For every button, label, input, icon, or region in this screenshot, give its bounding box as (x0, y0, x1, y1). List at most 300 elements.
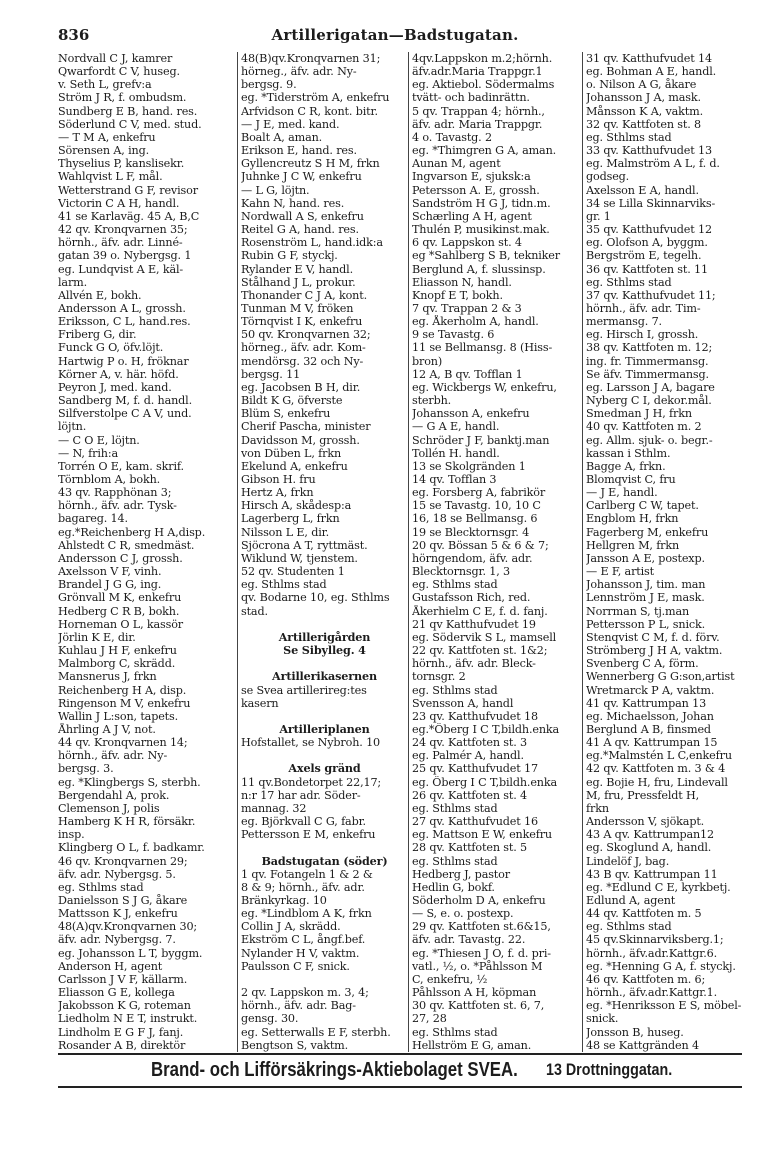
directory-entry: Blecktornsgr. 1, 3 (412, 565, 511, 579)
directory-entry: Anderson H, agent (58, 959, 163, 973)
section-heading: Artillerigården (278, 630, 371, 644)
directory-entry: Tollén H. handl. (412, 446, 500, 460)
directory-entry: Petersson A. E, grossh. (412, 183, 540, 197)
directory-entry: Hertz A, frkn (241, 486, 314, 500)
directory-entry: 41 qv. Kattrumpan 13 (586, 696, 707, 710)
directory-entry: Berglund A B, finsmed (586, 722, 711, 736)
directory-entry: eg *Sahlberg S B, tekniker (412, 249, 560, 263)
directory-entry: Rubin G F, styckj. (241, 249, 338, 263)
footer-address: 13 Drottninggatan. (546, 1060, 673, 1079)
directory-entry: Månsson K A, vaktm. (586, 104, 703, 118)
directory-entry: 15 se Tavastg. 10, 10 C (412, 499, 541, 513)
directory-entry: Grönvall M K, enkefru (58, 591, 182, 605)
advertisement-footer (58, 1055, 742, 1085)
directory-entry: Rosander A B, direktör (58, 1038, 186, 1052)
directory-entry: stad. (241, 604, 268, 618)
column-2 (237, 52, 408, 1052)
directory-entry: Körner A, v. här. höfd. (58, 367, 179, 381)
directory-entry: kassan i Sthlm. (586, 446, 671, 460)
directory-entry: hörnh., äfv. adr. Tim- (586, 301, 701, 315)
directory-entry: — G A E, handl. (412, 420, 500, 434)
directory-entry: eg. Aktiebol. Södermalms (412, 78, 555, 92)
directory-entry: 2 qv. Lappskon m. 3, 4; (241, 986, 369, 1000)
column-1 (58, 52, 233, 1052)
directory-entry: Kahn N, hand. res. (241, 196, 345, 210)
directory-entry: 27 qv. Katthufvudet 16 (412, 815, 538, 829)
directory-entry: Fagerberg M, enkefru (586, 525, 709, 539)
directory-entry: Clemenson J, polis (58, 801, 160, 815)
directory-entry: — N, frih:a (58, 446, 118, 460)
directory-entry: 25 qv. Katthufvudet 17 (412, 762, 538, 776)
directory-entry: Söderlund C V, med. stud. (58, 117, 202, 131)
directory-entry: Knopf E T, bokh. (412, 288, 503, 302)
directory-entry: o. Nilson A G, åkare (586, 78, 697, 92)
directory-entry: Silfverstolpe C A V, und. (58, 407, 192, 421)
directory-entry: hörnh., äfv.adr.Kattgr.6. (586, 946, 718, 960)
running-title: Artillerigatan—Badstugatan. (271, 26, 519, 44)
directory-entry: 20 qv. Bössan 5 & 6 & 7; (412, 538, 549, 552)
directory-entry: Torrén O E, kam. skrif. (58, 459, 184, 473)
directory-entry: Stenqvist C M, f. d. förv. (586, 630, 720, 644)
directory-entry: 8 & 9; hörnh., äfv. adr. (241, 880, 365, 894)
directory-entry: Victorin C A H, handl. (58, 196, 180, 210)
directory-entry: snick. (586, 1012, 619, 1026)
directory-entry: eg. Bohman A E, handl. (586, 65, 717, 79)
directory-entry: — J E, handl. (586, 486, 658, 500)
directory-entry: Gustafsson Rich, red. (412, 591, 531, 605)
directory-entry: eg. Mattson E W, enkefru (412, 828, 552, 842)
directory-entry: 4qv.Lappskon m.2;hörnh. (412, 52, 553, 65)
directory-entry: eg. Sthlms stad (412, 1025, 498, 1039)
directory-entry: 44 qv. Kronqvarnen 14; (58, 736, 188, 750)
directory-entry: Wiklund W, tjenstem. (241, 551, 358, 565)
directory-entry: gatan 39 o. Nybergsg. 1 (58, 249, 192, 263)
directory-entry: eg. Sthlms stad (586, 275, 672, 289)
directory-entry: Åhrling A J V, not. (58, 722, 156, 736)
directory-entry: eg. Sthlms stad (241, 578, 327, 592)
directory-entry: 23 qv. Katthufvudet 18 (412, 709, 538, 723)
directory-entry: 21 qv Katthufvudet 19 (412, 617, 536, 631)
directory-entry: Tunman M V, fröken (241, 301, 354, 315)
directory-entry: eg. Bojie H, fru, Lindevall (586, 775, 728, 789)
directory-entry: Erikson E, hand. res. (241, 144, 357, 158)
directory-entry: 50 qv. Kronqvarnen 32; (241, 328, 371, 342)
directory-entry: löjtn. (58, 420, 87, 434)
directory-entry: Klingberg O L, f. badkamr. (58, 841, 205, 855)
directory-entry: eg. Sthlms stad (586, 130, 672, 144)
directory-entry: eg. Palmér A, handl. (412, 749, 524, 763)
directory-entry: Danielsson S J G, åkare (58, 894, 188, 907)
page-number: 836 (58, 26, 90, 44)
directory-entry: 6 qv. Lappskon st. 4 (412, 236, 522, 250)
directory-entry: 11 qv.Bondetorpet 22,17; (241, 775, 382, 789)
section-heading: Axels gränd (288, 762, 361, 776)
directory-entry: Ingvarson E, sjuksk:a (412, 170, 531, 184)
directory-entry: Boalt A, aman. (241, 130, 323, 144)
spacer (241, 657, 408, 670)
directory-entry: 16, 18 se Bellmansg. 6 (412, 512, 538, 526)
page-header (58, 26, 732, 48)
directory-entry: frkn (586, 801, 609, 815)
directory-entry: bagareg. 14. (58, 512, 128, 526)
directory-entry: eg. Olofson A, byggm. (586, 236, 708, 250)
directory-entry: 24 qv. Kattfoten st. 3 (412, 736, 527, 750)
spacer (241, 749, 408, 762)
directory-entry: Jansson A E, postexp. (586, 551, 705, 565)
directory-entry: Norrman S, tj.man (586, 604, 690, 618)
directory-entry: Söderholm D A, enkefru (412, 894, 546, 907)
directory-entry: bergsg. 3. (58, 762, 114, 776)
directory-entry: se Svea artillerireg:tes (241, 683, 367, 697)
directory-entry: Hirsch A, skådesp:a (241, 499, 352, 513)
directory-entry: Bergström E, tegelh. (586, 249, 702, 263)
directory-entry: Lindholm E G F J, fanj. (58, 1025, 184, 1039)
directory-entry: 7 qv. Trappan 2 & 3 (412, 301, 522, 315)
directory-entry: 42 qv. Kattfoten m. 3 & 4 (586, 762, 726, 776)
directory-entry: eg. *Tiderström A, enkefru (241, 91, 390, 105)
directory-entry: Mansnerus J, frkn (58, 670, 157, 684)
directory-entry: sterbh. (412, 394, 452, 408)
directory-entry: hörnh., äfv. adr. Linné- (58, 236, 183, 250)
directory-entry: Eliasson G E, kollega (58, 986, 175, 1000)
directory-entry: eg. Jacobsen B H, dir. (241, 380, 361, 394)
directory-entry: Rosenström L, hand.idk:a (241, 236, 383, 250)
directory-entry: 37 qv. Katthufvudet 11; (586, 288, 716, 302)
directory-columns (58, 52, 742, 1052)
directory-entry: Lindelöf J, bag. (586, 854, 670, 868)
directory-entry: eg. Forsberg A, fabrikör (412, 486, 546, 500)
directory-entry: eg. *Klingbergs S, sterbh. (58, 775, 201, 789)
directory-entry: Hellgren M, frkn (586, 538, 680, 552)
directory-entry: eg. Sthlms stad (412, 854, 498, 868)
directory-entry: 43 B qv. Kattrumpan 11 (586, 867, 718, 881)
directory-entry: Hellström E G, aman. (412, 1038, 532, 1052)
directory-entry: Funck G O, öfv.löjt. (58, 341, 164, 355)
directory-entry: kasern (241, 696, 279, 710)
directory-entry: Blüm S, enkefru (241, 407, 331, 421)
column-3 (408, 52, 582, 1052)
directory-entry: — T M A, enkefru (58, 130, 156, 144)
directory-entry: 48 se Kattgränden 4 (586, 1038, 699, 1052)
directory-entry: 9 se Tavastg. 6 (412, 328, 495, 342)
directory-entry: Wahlqvist L F, mål. (58, 170, 163, 184)
directory-entry: — L G, löjtn. (241, 183, 310, 197)
directory-entry: C, enkefru, ½ (412, 972, 488, 986)
directory-entry: Sandström H G J, tidn.m. (412, 196, 551, 210)
directory-entry: hörnh., äfv. adr. Bleck- (412, 657, 536, 671)
directory-entry: n:r 17 har adr. Söder- (241, 788, 361, 802)
directory-entry: Eliasson N, handl. (412, 275, 512, 289)
directory-entry: eg.*Öberg I C T,bildh.enka (412, 722, 560, 736)
directory-entry: eg. Johansson L T, byggm. (58, 946, 203, 960)
directory-entry: Juhnke J C W, enkefru (241, 170, 362, 184)
directory-entry: 12 A, B qv. Tofflan 1 (412, 367, 523, 381)
directory-entry: Lagerberg L, frkn (241, 512, 340, 526)
directory-entry: hörnh., äfv. adr. Ny- (58, 749, 168, 763)
directory-entry: eg.*Reichenberg H A,disp. (58, 525, 206, 539)
spacer (241, 973, 408, 986)
directory-entry: M, fru, Pressfeldt H, (586, 788, 700, 802)
directory-entry: Kuhlau J H F, enkefru (58, 644, 177, 658)
directory-entry: Johansson J, tim. man (586, 578, 706, 592)
directory-entry: eg. Björkvall C G, fabr. (241, 815, 366, 829)
directory-entry: eg. Skoglund A, handl. (586, 841, 712, 855)
directory-entry: eg. Sthlms stad (58, 880, 144, 894)
directory-entry: hörngendom, äfv. adr. (412, 551, 533, 565)
directory-entry: Andersson C J, grossh. (58, 551, 183, 565)
directory-entry: Se äfv. Timmermansg. (586, 367, 709, 381)
footer-company: Brand- och Lifförsäkrings-Aktiebolaget SVEA. (150, 1058, 518, 1081)
directory-entry: äfv. adr. Tavastg. 22. (412, 933, 526, 947)
directory-entry: Nyberg C I, dekor.mål. (586, 394, 712, 408)
directory-entry: vatl., ½, o. *Påhlsson M (412, 959, 543, 973)
directory-entry: Edlund A, agent (586, 894, 676, 907)
directory-entry: Gyllencreutz S H M, frkn (241, 157, 380, 171)
directory-entry: 31 qv. Katthufvudet 14 (586, 52, 712, 65)
section-heading: Artillerikasernen (272, 670, 377, 684)
directory-entry: Rylander E V, handl. (241, 262, 354, 276)
directory-entry: Thulén P, musikinst.mak. (412, 223, 550, 237)
column-4 (582, 52, 742, 1052)
directory-entry: eg. *Henriksson E S, möbel- (586, 999, 742, 1013)
directory-entry: hörneg., äfv. adr. Ny- (241, 65, 357, 79)
directory-entry: Malmborg C, skrädd. (58, 657, 176, 671)
directory-entry: eg. Sthlms stad (412, 683, 498, 697)
directory-entry: Hofstallet, se Nybroh. 10 (241, 736, 381, 750)
directory-entry: 42 qv. Kronqvarnen 35; (58, 223, 188, 237)
directory-entry: ing. fr. Timmermansg. (586, 354, 709, 368)
directory-entry: Johansson A, enkefru (412, 407, 530, 421)
directory-entry: 29 qv. Kattfoten st.6&15, (412, 920, 551, 934)
directory-entry: Thonander C J A, kont. (241, 288, 367, 302)
directory-entry: Carlsson J V F, källarm. (58, 972, 188, 986)
directory-entry: godseg. (586, 170, 630, 184)
directory-entry: Paulsson C F, snick. (241, 959, 350, 973)
directory-entry: eg. Sthlms stad (412, 578, 498, 592)
directory-entry: 4 o. Tavastg. 2 (412, 130, 492, 144)
directory-entry: Hartwig P o. H, fröknar (58, 354, 189, 368)
directory-entry: eg. *Edlund C E, kyrkbetj. (586, 880, 731, 894)
directory-entry: Wallin J L:son, tapets. (58, 709, 179, 723)
directory-entry: Pettersson P L, snick. (586, 617, 706, 631)
directory-entry: 27, 28 (412, 1012, 447, 1026)
directory-entry: 45 qv.Skinnarviksberg.1; (586, 933, 724, 947)
directory-entry: von Düben L, frkn (241, 446, 342, 460)
directory-entry: Hedlin G, bokf. (412, 880, 495, 894)
directory-entry: Mattsson K J, enkefru (58, 907, 178, 921)
directory-entry: Eriksson, C L, hand.res. (58, 315, 191, 329)
directory-entry: Gibson H. fru (241, 473, 316, 486)
directory-entry: bergsg. 11 (241, 367, 301, 381)
directory-entry: Nilsson L E, dir. (241, 525, 330, 539)
directory-entry: 43 qv. Rapphönan 3; (58, 486, 172, 500)
directory-entry: Törnblom A, bokh. (58, 473, 161, 486)
directory-entry: Schröder J F, banktj.man (412, 433, 550, 447)
directory-entry: Bildt K G, öfverste (241, 394, 343, 408)
footer-rule-bottom (58, 1086, 742, 1088)
directory-entry: Aunan M, agent (412, 157, 501, 171)
directory-entry: Jonsson B, huseg. (586, 1025, 684, 1039)
directory-entry: Jakobsson K G, roteman (58, 999, 191, 1013)
directory-entry: eg. Wickbergs W, enkefru, (412, 380, 557, 394)
directory-entry: Carlberg C W, tapet. (586, 499, 699, 513)
directory-entry: Allvén E, bokh. (58, 288, 142, 302)
directory-entry: eg. Michaelsson, Johan (586, 709, 714, 723)
directory-entry: insp. (58, 828, 85, 842)
directory-entry: eg. *Henning G A, f. styckj. (586, 959, 736, 973)
directory-entry: eg. *Thiesen J O, f. d. pri- (412, 946, 551, 960)
directory-entry: Lennström J E, mask. (586, 591, 705, 605)
directory-entry: 41 A qv. Kattrumpan 15 (586, 736, 718, 750)
directory-entry: bergsg. 9. (241, 78, 297, 92)
directory-entry: Sundberg E B, hand. res. (58, 104, 198, 118)
directory-entry: 26 qv. Kattfoten st. 4 (412, 788, 527, 802)
directory-entry: Liedholm N E T, instrukt. (58, 1012, 198, 1026)
directory-entry: 5 qv. Trappan 4; hörnh., (412, 104, 545, 118)
directory-entry: Schærling A H, agent (412, 209, 532, 223)
section-heading: Se Sibylleg. 4 (283, 644, 366, 658)
directory-entry: Cherif Pascha, minister (241, 420, 371, 434)
directory-entry: Berglund A, f. slussinsp. (412, 262, 546, 276)
directory-entry: Collin J A, skrädd. (241, 920, 341, 934)
directory-entry: — J E, med. kand. (241, 117, 340, 131)
directory-entry: Arfvidson C R, kont. bitr. (241, 104, 378, 118)
directory-entry: 48(B)qv.Kronqvarnen 31; (241, 52, 381, 65)
directory-entry: äfv. adr. Nybergsg. 7. (58, 933, 176, 947)
directory-entry: 41 se Karlaväg. 45 A, B,C (58, 209, 200, 223)
directory-entry: 34 se Lilla Skinnarviks- (586, 196, 716, 210)
directory-entry: äfv. adr. Maria Trappgr. (412, 117, 543, 131)
directory-entry: Ekström C L, ångf.bef. (241, 933, 366, 947)
directory-entry: Thyselius P, kanslisekr. (58, 157, 185, 171)
directory-entry: v. Seth L, grefv:a (58, 78, 152, 92)
directory-entry: Bengtson S, vaktm. (241, 1038, 349, 1052)
directory-entry: 40 qv. Kattfoten m. 2 (586, 420, 702, 434)
directory-entry: 11 se Bellmansg. 8 (Hiss- (412, 341, 553, 355)
directory-entry: Jörlin K E, dir. (58, 630, 136, 644)
section-heading: Badstugatan (söder) (261, 854, 388, 868)
directory-entry: eg. Setterwalls E F, sterbh. (241, 1025, 391, 1039)
directory-entry: Nordwall A S, enkefru (241, 209, 364, 223)
directory-entry: eg. Lundqvist A E, käl- (58, 262, 184, 276)
directory-entry: gensg. 30. (241, 1012, 299, 1026)
directory-entry: — S, e. o. postexp. (412, 907, 514, 921)
directory-entry: 33 qv. Katthufvudet 13 (586, 144, 712, 158)
directory-entry: 1 qv. Fotangeln 1 & 2 & (241, 867, 373, 881)
directory-entry: Hedberg C R B, bokh. (58, 604, 180, 618)
directory-entry: Åkerhielm C E, f. d. fanj. (412, 604, 548, 618)
directory-entry: Svenberg C A, förm. (586, 657, 699, 671)
directory-entry: Bergendahl A, prok. (58, 788, 170, 802)
directory-entry: eg. *Lindblom A K, frkn (241, 907, 372, 921)
directory-entry: Nylander H V, vaktm. (241, 946, 360, 960)
directory-entry: 28 qv. Kattfoten st. 5 (412, 841, 527, 855)
directory-entry: eg. Larsson J A, bagare (586, 380, 715, 394)
directory-entry: Törnqvist I K, enkefru (241, 315, 363, 329)
directory-entry: 48(A)qv.Kronqvarnen 30; (58, 920, 198, 934)
directory-entry: Qwarfordt C V, huseg. (58, 65, 180, 79)
directory-entry: 46 qv. Kronqvarnen 29; (58, 854, 188, 868)
directory-entry: eg. Hirsch I, grossh. (586, 328, 699, 342)
directory-entry: eg. Malmström A L, f. d. (586, 157, 720, 171)
directory-entry: Nordvall C J, kamrer (58, 52, 173, 65)
directory-entry: Brandel J G G, ing. (58, 578, 162, 592)
directory-entry: äfv.adr.Maria Trappgr.1 (412, 65, 543, 79)
directory-entry: Pettersson E M, enkefru (241, 828, 376, 842)
directory-entry: 35 qv. Katthufvudet 12 (586, 223, 712, 237)
section-heading: Artilleriplanen (279, 722, 370, 736)
directory-entry: tornsgr. 2 (412, 670, 466, 684)
directory-entry: Strömberg J H A, vaktm. (586, 644, 723, 658)
directory-entry: Ahlstedt C R, smedmäst. (58, 538, 195, 552)
directory-entry: äfv. adr. Nybergsg. 5. (58, 867, 176, 881)
directory-entry: hörneg., äfv. adr. Kom- (241, 341, 366, 355)
directory-entry: mermansg. 7. (586, 315, 662, 329)
directory-entry: Friberg G, dir. (58, 328, 137, 342)
directory-entry: — C O E, löjtn. (58, 433, 140, 447)
directory-entry: eg. Södervik S L, mamsell (412, 630, 557, 644)
directory-entry: Davidsson M, grossh. (241, 433, 360, 447)
directory-entry: mendörsg. 32 och Ny- (241, 354, 364, 368)
directory-entry: 44 qv. Kattfoten m. 5 (586, 907, 702, 921)
directory-entry: 46 qv. Kattfoten m. 6; (586, 972, 706, 986)
directory-entry: 52 qv. Studenten 1 (241, 565, 345, 579)
directory-entry: hörnh., äfv.adr.Kattgr.1. (586, 986, 718, 1000)
directory-entry: Horneman O L, kassör (58, 617, 183, 631)
directory-entry: Ekelund A, enkefru (241, 459, 348, 473)
directory-entry: 19 se Blecktornsgr. 4 (412, 525, 530, 539)
spacer (241, 618, 408, 631)
directory-entry: 14 qv. Tofflan 3 (412, 473, 497, 486)
directory-entry: Wetterstrand G F, revisor (58, 183, 198, 197)
directory-entry: eg. Åkerholm A, handl. (412, 315, 539, 329)
directory-entry: 32 qv. Kattfoten st. 8 (586, 117, 701, 131)
directory-entry: Engblom H, frkn (586, 512, 679, 526)
directory-entry: Påhlsson A H, köpman (412, 986, 537, 1000)
directory-entry: eg. Öberg I C T,bildh.enka (412, 775, 557, 789)
directory-entry: Hamberg K H R, försäkr. (58, 815, 196, 829)
directory-entry: hörnh., äfv. adr. Bag- (241, 999, 356, 1013)
directory-entry: mannag. 32 (241, 801, 307, 815)
directory-entry: — E F, artist (586, 565, 654, 579)
directory-entry: Ringenson M V, enkefru (58, 696, 191, 710)
directory-entry: Stålhand J L, prokur. (241, 275, 356, 289)
directory-entry: Bränkyrkag. 10 (241, 894, 327, 907)
directory-entry: Sandberg M, f. d. handl. (58, 394, 193, 408)
directory-entry: 13 se Skolgränden 1 (412, 459, 526, 473)
directory-entry: Peyron J, med. kand. (58, 380, 172, 394)
directory-entry: 36 qv. Kattfoten st. 11 (586, 262, 708, 276)
directory-entry: Johansson J A, mask. (586, 91, 701, 105)
directory-entry: Reichenberg H A, disp. (58, 683, 187, 697)
directory-entry: Andersson A L, grossh. (58, 301, 186, 315)
directory-entry: qv. Bodarne 10, eg. Sthlms (241, 591, 390, 605)
directory-entry: eg. *Thimgren G A, aman. (412, 144, 557, 158)
directory-entry: Reitel G A, hand. res. (241, 223, 359, 237)
directory-entry: Ström J R, f. ombudsm. (58, 91, 187, 105)
directory-entry: eg. Sthlms stad (586, 920, 672, 934)
directory-entry: Sörensen A, ing. (58, 144, 149, 158)
directory-entry: 22 qv. Kattfoten st. 1&2; (412, 644, 548, 658)
directory-entry: Hedberg J, pastor (412, 867, 510, 881)
directory-entry: Wennerberg G G:son,artist (586, 670, 735, 684)
directory-entry: Wretmarck P A, vaktm. (586, 683, 715, 697)
directory-entry: Sjöcrona A T, ryttmäst. (241, 538, 368, 552)
directory-entry: 30 qv. Kattfoten st. 6, 7, (412, 999, 545, 1013)
directory-entry: 43 A qv. Kattrumpan12 (586, 828, 714, 842)
directory-entry: Svensson A, handl (412, 696, 514, 710)
directory-entry: eg. Sthlms stad (412, 801, 498, 815)
